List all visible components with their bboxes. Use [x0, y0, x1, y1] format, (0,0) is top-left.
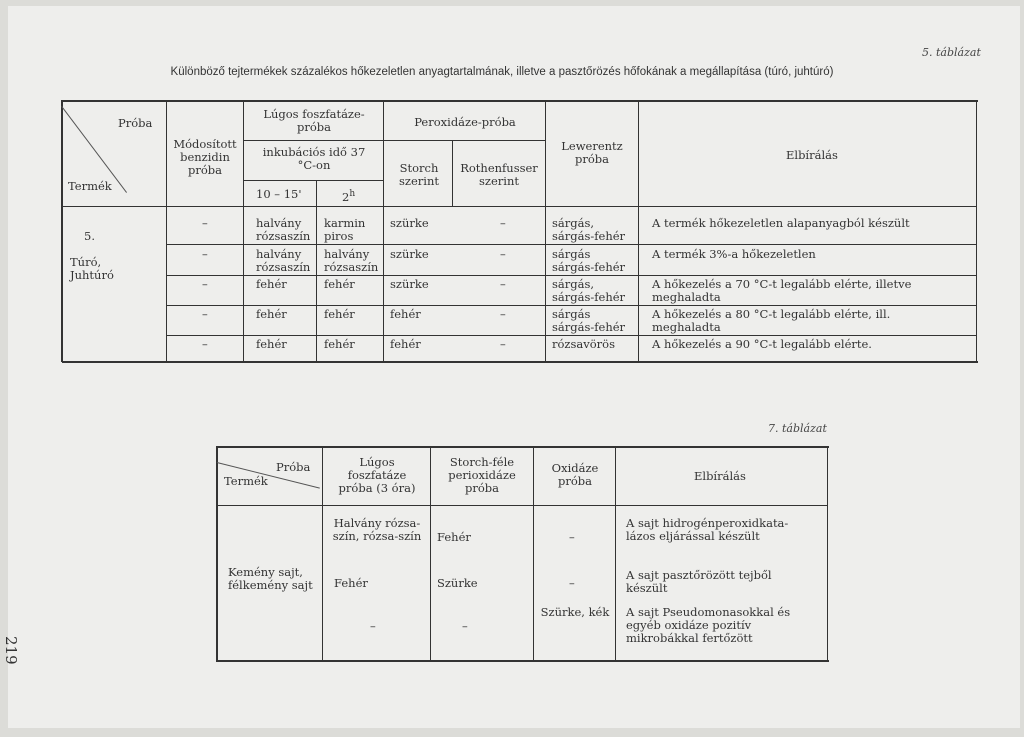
t7-cell-oxidaze: Szürke, kék: [540, 605, 610, 619]
t5-cell-storch: szürke: [390, 247, 429, 261]
t5-product-number: 5.: [84, 229, 95, 243]
t5-header-termek: Termék: [68, 179, 112, 193]
t7-cell-elbiralas: A sajt pasztőrözött tejből készült: [626, 568, 772, 595]
t7-header-storch: Storch-féle perioxidáze próba: [448, 455, 516, 495]
t7-cell-elbiralas: A sajt hidrogénperoxidkata-lázos eljárással készült: [626, 516, 789, 543]
t5-cell-elbiralas: A termék hőkezeletlen alapanyagból készült: [652, 216, 910, 230]
t5-header-rothenfusser: Rothenfusser szerint: [460, 161, 538, 188]
page-number: 219: [2, 636, 20, 665]
t5-cell-mod: –: [202, 337, 208, 351]
t5-cell-roth: –: [500, 247, 506, 261]
t5-cell-roth: –: [500, 216, 506, 230]
t7-cell-lugos: Halvány rózsa-szín, rózsa-szín: [332, 516, 422, 543]
table5-title: Különböző tejtermékek százalékos hőkezeletlen anyagtartalmának, illetve a pasztőrözés hőfokának a megállapítása (túró, juhtúró): [170, 66, 834, 78]
t7-header-elbiralas: Elbírálás: [694, 469, 746, 483]
t5-header-elbiralas: Elbírálás: [786, 148, 838, 162]
t5-cell-lugos-2: fehér: [324, 337, 355, 351]
t5-cell-elbiralas: A hőkezelés a 70 °C-t legalább elérte, illetve meghaladta: [652, 277, 912, 304]
t7-cell-oxidaze: –: [569, 576, 575, 590]
t5-cell-storch: fehér: [390, 307, 421, 321]
t5-cell-lugos-1: fehér: [256, 277, 287, 291]
t5-cell-lugos-1: halvány rózsaszín: [256, 216, 311, 243]
t5-cell-roth: –: [500, 337, 506, 351]
table7-number: 7. táblázat: [768, 422, 827, 435]
t7-header-lugos: Lúgos foszfatáze próba (3 óra): [338, 455, 416, 495]
t7-cell-storch: Fehér: [437, 530, 471, 544]
t5-cell-lewerentz: sárgás, sárgás-fehér: [552, 277, 626, 304]
t5-header-inkubacios: inkubációs idő 37 °C-on: [262, 145, 366, 172]
t5-cell-storch: szürke: [390, 277, 429, 291]
t5-cell-roth: –: [500, 277, 506, 291]
table5-number: 5. táblázat: [922, 46, 981, 59]
t5-cell-mod: –: [202, 216, 208, 230]
t5-cell-lewerentz: sárgás, sárgás-fehér: [552, 216, 626, 243]
t5-header-lugos: Lúgos foszfatáze-próba: [263, 107, 365, 134]
t5-cell-lugos-2: halvány rózsaszín: [324, 247, 379, 274]
t7-product: Kemény sajt, félkemény sajt: [228, 565, 313, 592]
t5-product: Túró, Juhtúró: [70, 255, 114, 282]
t7-cell-oxidaze: –: [569, 530, 575, 544]
t5-cell-lugos-2: fehér: [324, 277, 355, 291]
t5-cell-elbiralas: A hőkezelés a 80 °C-t legalább elérte, ill. meghaladta: [652, 307, 891, 334]
t5-cell-lugos-2: karmin piros: [324, 216, 366, 243]
t5-cell-lugos-1: fehér: [256, 307, 287, 321]
t5-cell-lewerentz: sárgás sárgás-fehér: [552, 247, 626, 274]
t5-header-modositott: Módosított benzidin próba: [173, 137, 237, 177]
t7-header-termek: Termék: [224, 474, 268, 488]
t5-cell-elbiralas: A termék 3%-a hőkezeletlen: [652, 247, 816, 261]
t5-cell-lewerentz: rózsavörös: [552, 337, 615, 351]
t5-cell-storch: szürke: [390, 216, 429, 230]
t5-header-lewerentz: Lewerentz próba: [561, 139, 623, 166]
t7-cell-storch: –: [462, 619, 468, 633]
t5-header-sub1: 10 – 15': [256, 187, 302, 201]
t5-cell-roth: –: [500, 307, 506, 321]
t7-cell-storch: Szürke: [437, 576, 478, 590]
t5-cell-mod: –: [202, 307, 208, 321]
t5-cell-lewerentz: sárgás sárgás-fehér: [552, 307, 626, 334]
t7-cell-elbiralas: A sajt Pseudomonasokkal és egyéb oxidáze pozitív mikrobákkal fertőzött: [626, 605, 791, 645]
t5-cell-storch: fehér: [390, 337, 421, 351]
t7-cell-lugos: Fehér: [334, 576, 368, 590]
t5-cell-lugos-2: fehér: [324, 307, 355, 321]
t5-header-proba: Próba: [118, 116, 153, 130]
t5-cell-lugos-1: halvány rózsaszín: [256, 247, 311, 274]
t5-header-storch: Storch szerint: [399, 161, 439, 188]
t5-cell-mod: –: [202, 277, 208, 291]
t7-header-proba: Próba: [276, 460, 311, 474]
t5-cell-elbiralas: A hőkezelés a 90 °C-t legalább elérte.: [652, 337, 872, 351]
t5-cell-mod: –: [202, 247, 208, 261]
t5-header-peroxidaze: Peroxidáze-próba: [414, 115, 516, 129]
t7-cell-lugos: –: [370, 619, 376, 633]
t5-cell-lugos-1: fehér: [256, 337, 287, 351]
t7-header-oxidaze: Oxidáze próba: [551, 461, 599, 488]
t5-header-sub2: 2$^h$: [342, 189, 356, 204]
